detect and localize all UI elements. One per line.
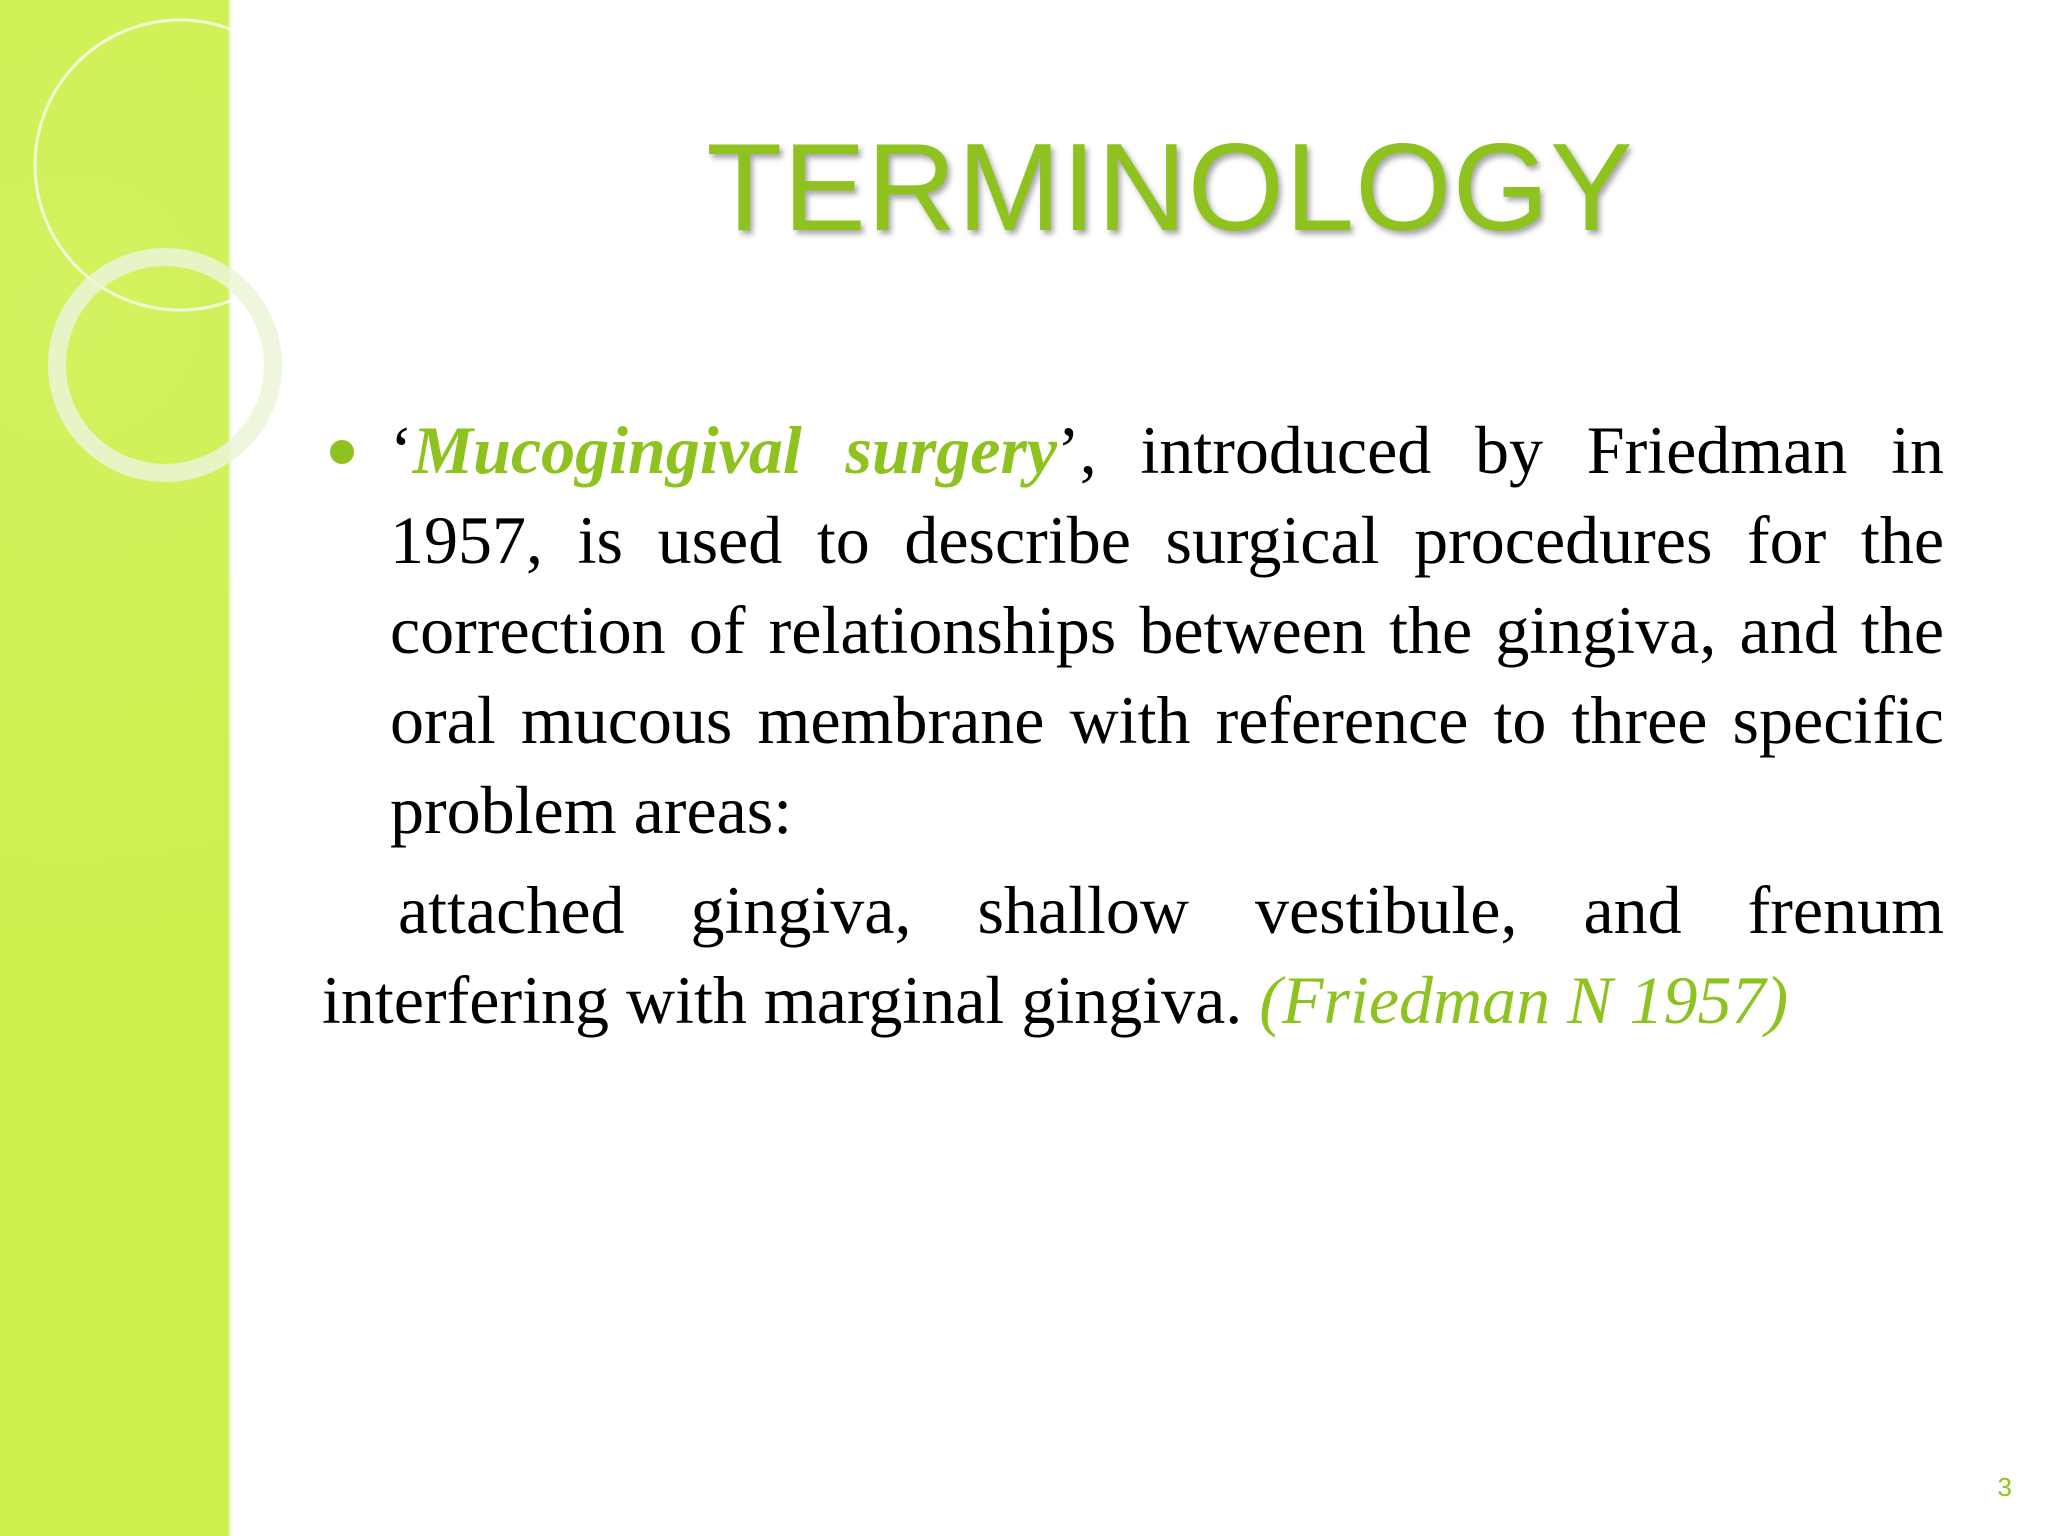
small-ring <box>57 257 273 473</box>
bullet-paragraph <box>322 405 1944 855</box>
citation: (Friedman N 1957) <box>1259 962 1789 1038</box>
bullet-text: ’, introduced by Friedman in 1957, is used to describe surgical procedures for the correction of relationships between the gingiva, and the oral mucous membrane with reference to three specific problem areas: <box>390 412 1944 848</box>
continuation-text: attached gingiva, shallow vestibule, and frenum interfering with marginal gingiva. <box>322 872 1944 1038</box>
bullet-dot-icon <box>330 440 354 464</box>
slide-number: 3 <box>1997 1472 2012 1502</box>
term-mucogingival-surgery: Mucogingival surgery <box>412 412 1058 488</box>
slide-body <box>322 405 1944 1045</box>
continuation-paragraph <box>322 865 1944 1045</box>
slide-title: TERMINOLOGY <box>706 119 1634 257</box>
open-quote: ‘ <box>390 412 413 488</box>
